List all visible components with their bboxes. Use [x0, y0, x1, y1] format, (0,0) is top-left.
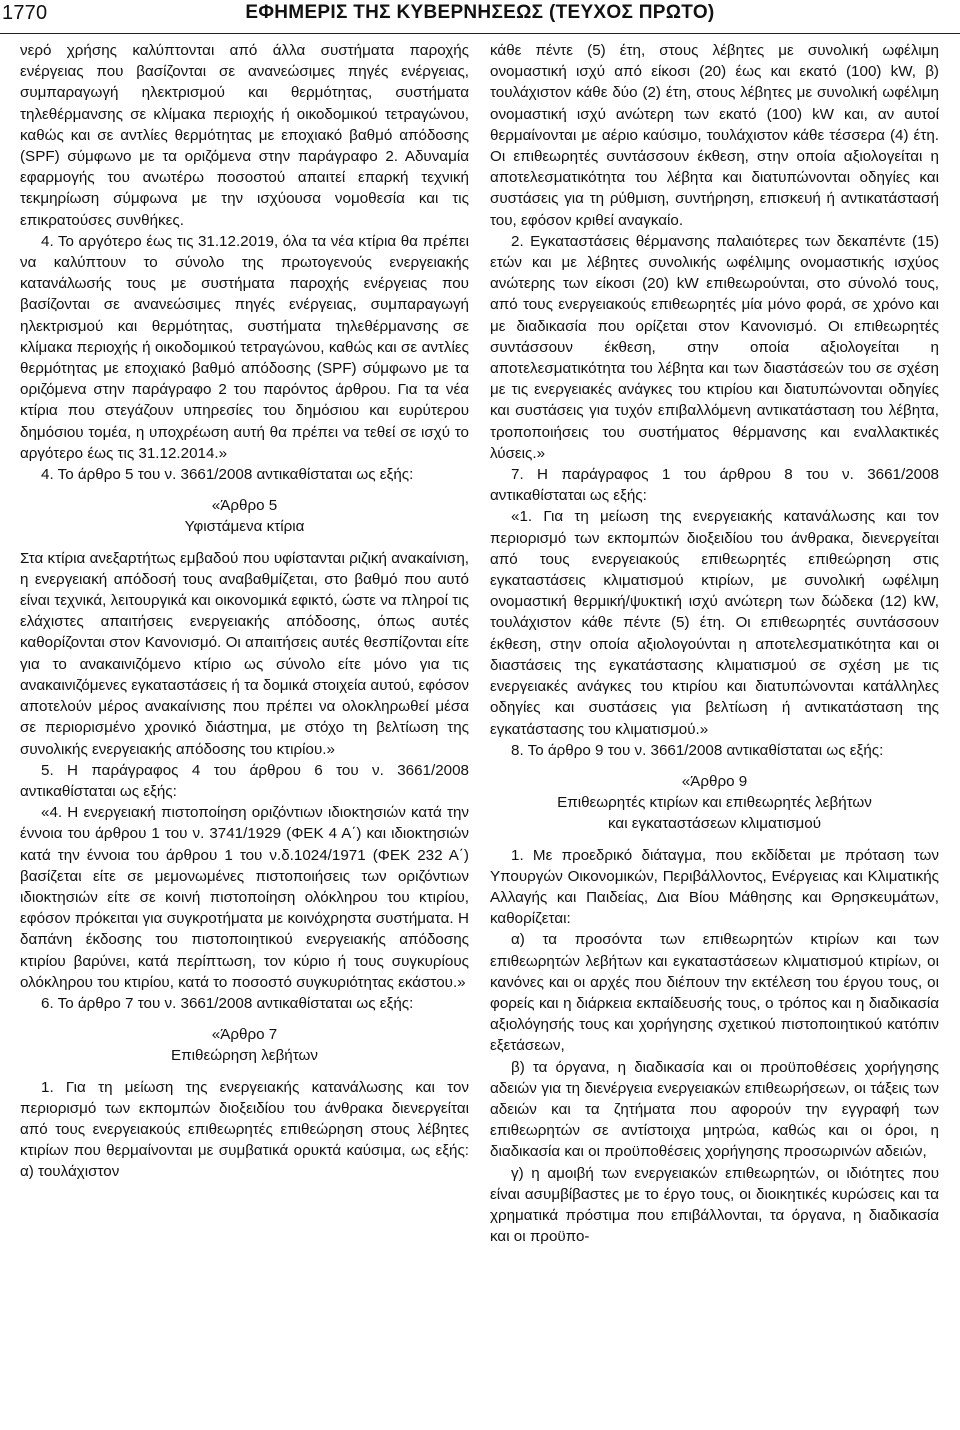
article-7-subtitle: Επιθεώρηση λεβήτων — [171, 1047, 318, 1065]
paragraph: β) τα όργανα, η διαδικασία και οι προϋποθέσεις χορήγησης αδειών για τη διενέργεια ενεργειακών επιθεωρήσεων, οι τάξεις των αδειών και τα ζητήματα που αφορούν την εγγραφή των επιθεωρητών σε αντίστοιχα μητρώα, καθώς και οι όροι, η διαδικασία και οι προϋποθέσεις χορήγησης προσωρινών αδειών, — [490, 1058, 939, 1161]
page-header — [0, 0, 960, 28]
paragraph: νερό χρήσης καλύπτονται από άλλα συστήματα παροχής ενέργειας που βασίζονται σε ανανεώσιμες πηγές ενέργειας, συμπαραγωγή ηλεκτρισμού και θερμότητας, συστήματα τηλεθέρμανσης σε κλίμακα περιοχής ή οικοδομικού τετραγώνου, καθώς και σε αντλίες θερμότητας με εποχιακό βαθμό απόδοσης (SPF) σύμφωνο με τα οριζόμενα στην παράγραφο 2. Αδυναμία εφαρμογής του ανωτέρω ποσοστού απαιτεί επαρκή τεχνική τεκμηρίωση σύμφωνα με την ισχύουσα νομοθεσία και τις επικρατούσες συνθήκες. — [20, 42, 469, 229]
paragraph: 2. Εγκαταστάσεις θέρμανσης παλαιότερες των δεκαπέντε (15) ετών και με λέβητες συνολικής ωφέλιμης ονομαστικής ισχύος ανώτερης των είκοσι (20) kW επιθεωρούνται, στο σύνολό τους, από τους ενεργειακούς επιθεωρητές μία μόνο φορά, σε χρόνο και με διαδικασία που ορίζεται στον Κανονισμό. Οι επιθεωρητές συντάσσουν έκθεση, στην οποία αξιολογείται η αποτελεσματικότητα του λέβητα και των διαστάσεών του σε σχέση με τις ενεργειακές ανάγκες του κτιρίου και διατυπώνονται οδηγίες και συστάσεις για τυχόν επιβαλλόμενη αντικατάσταση του λέβητα, τροποποιήσεις του συστήματος θέρμανσης και εναλλακτικές λύσεις.» — [490, 232, 939, 462]
paragraph: 8. Το άρθρο 9 του ν. 3661/2008 αντικαθίσταται ως εξής: — [511, 741, 884, 759]
paragraph: 4. Το αργότερο έως τις 31.12.2019, όλα τα νέα κτίρια θα πρέπει να καλύπτουν το σύνολο της πρωτογενούς ενεργειακής κατανάλωσής τους με συστήματα παροχής ενέργειας που βασίζονται σε ανανεώσιμες πηγές ενέργειας, συμπαραγωγή ηλεκτρισμού και θερμότητας, συστήματα τηλεθέρμανσης σε κλίμακα περιοχής ή οικοδομικού τετραγώνου, καθώς και σε αντλίες θερμότητας με εποχιακό βαθμό απόδοσης (SPF) σύμφωνο με τα οριζόμενα στην παράγραφο 2 του παρόντος άρθρου. Για τα νέα κτίρια που στεγάζουν υπηρεσίες του δημόσιου και ευρύτερου δημόσιου τομέα, η υποχρέωση αυτή θα πρέπει να τεθεί σε ισχύ το αργότερο έως τις 31.12.2014.» — [20, 232, 469, 462]
left-column — [20, 40, 469, 1183]
paragraph: 1. Για τη μείωση της ενεργειακής κατανάλωσης και τον περιορισμό των εκπομπών διοξειδίου του άνθρακα διενεργείται από τους ενεργειακούς επιθεωρητές επιθεώρηση στους λέβητες κτιρίων που θερμαίνονται με συμβατικά ορυκτά καύσιμα, ως εξής: α) τουλάχιστον — [20, 1078, 469, 1181]
paragraph: κάθε πέντε (5) έτη, στους λέβητες με συνολική ωφέλιμη ονομαστική ισχύ από είκοσι (20) έως και εκατό (100) kW, β) τουλάχιστον κάθε δύο (2) έτη, στους λέβητες με συνολική ωφέλιμη ονομαστική ισχύ ανώτερη των εκατό (100) kW και, αν αυτοί θερμαίνονται με αέριο καύσιμο, τουλάχιστον κάθε τέσσερα (4) έτη. Οι επιθεωρητές συντάσσουν έκθεση, στην οποία αξιολογείται η αποτελεσματικότητα του λέβητα και διατυπώνονται οδηγίες και συστάσεις για τη ρύθμιση, συντήρηση, επισκευή ή αντικατάστασή του, εφόσον κριθεί αναγκαίο. — [490, 42, 939, 229]
article-5-title: «Άρθρο 5 — [211, 497, 278, 515]
article-7-title: «Άρθρο 7 — [211, 1026, 278, 1044]
paragraph: «4. Η ενεργειακή πιστοποίηση οριζόντιων ιδιοκτησιών κατά την έννοια του άρθρου 1 του ν. 3741/1929 (ΦΕΚ 4 Α΄) και ιδιοκτησιών κατά την έννοια του άρθρου 1 του ν.δ.1024/1971 (ΦΕΚ 232 Α΄) βασίζεται είτε σε μεμονωμένες πιστοποιήσεις των οριζόντιων ιδιοκτησιών είτε σε κοινή πιστοποίηση ολόκληρου του κτιρίου, εφόσον πρόκειται για συγκροτήματα με κοινόχρηστα συστήματα. Η δαπάνη έκδοσης του πιστοποιητικού ενεργειακής απόδοσης κτιρίου βαρύνει, κατά περίπτωση, τον κύριο ή τους συγκυρίους ολόκληρου του κτιρίου, κατά το ποσοστό συγκυριότητας εκάστου.» — [20, 804, 469, 991]
article-5-subtitle: Υφιστάμενα κτίρια — [184, 518, 305, 536]
article-9-subtitle: Επιθεωρητές κτιρίων και επιθεωρητές λεβήτων — [557, 794, 872, 812]
paragraph: 5. Η παράγραφος 4 του άρθρου 6 του ν. 3661/2008 αντικαθίσταται ως εξής: — [20, 761, 469, 800]
right-column — [490, 40, 939, 1247]
article-9-title: «Άρθρο 9 — [681, 772, 748, 790]
paragraph: 7. Η παράγραφος 1 του άρθρου 8 του ν. 3661/2008 αντικαθίσταται ως εξής: — [490, 466, 939, 505]
page-number: 1770 — [2, 2, 48, 24]
gazette-title: ΕΦΗΜΕΡΙΣ ΤΗΣ ΚΥΒΕΡΝΗΣΕΩΣ (ΤΕΥΧΟΣ ΠΡΩΤΟ) — [245, 2, 715, 23]
paragraph: 4. Το άρθρο 5 του ν. 3661/2008 αντικαθίσταται ως εξής: — [41, 466, 414, 484]
paragraph: 6. Το άρθρο 7 του ν. 3661/2008 αντικαθίσταται ως εξής: — [41, 994, 414, 1012]
paragraph: γ) η αμοιβή των ενεργειακών επιθεωρητών, οι ιδιότητες που είναι ασυμβίβαστες με το έργο τους, οι διοικητικές κυρώσεις και τα χρηματικά πρόστιμα που επιβάλλονται, τα όργανα, η διαδικασία και οι προϋπο- — [490, 1164, 939, 1246]
paragraph: α) τα προσόντα των επιθεωρητών κτιρίων και των επιθεωρητών λεβήτων και εγκαταστάσεων κλιματισμού κτιρίων, οι κανόνες και οι αρχές που διέπουν την εκτέλεση του έργου τους, οι φορείς και η διάρκεια εκπαίδευσής τους, ο τρόπος και η διαδικασία αξιολόγησής τους και χορήγησης σχετικού πιστοποιητικού κατόπιν εξετάσεων, — [490, 931, 939, 1055]
paragraph: 1. Με προεδρικό διάταγμα, που εκδίδεται με πρόταση των Υπουργών Οικονομικών, Περιβάλλοντος, Ενέργειας και Κλιματικής Αλλαγής και Παιδείας, Δια Βίου Μάθησης και Θρησκευμάτων, καθορίζεται: — [490, 846, 939, 928]
paragraph: «1. Για τη μείωση της ενεργειακής κατανάλωσης και τον περιορισμό των εκπομπών διοξειδίου του άνθρακα, διενεργείται από τους ενεργειακούς επιθεωρητές επιθεώρηση στις εγκαταστάσεις κλιματισμού κτιρίων, με συνολική ωφέλιμη ονομαστική θερμική/ψυκτική ισχύ ανώτερη των δώδεκα (12) kW, τουλάχιστον κάθε πέντε (5) έτη. Οι επιθεωρητές συντάσσουν έκθεση, στην οποία αξιολογούνται η αποτελεσματικότητα και οι διαστάσεις της εγκατάστασης κλιματισμού σε σχέση με τις ενεργειακές ανάγκες του κτιρίου και διατυπώνονται κατάλληλες οδηγίες και συστάσεις για βελτίωση ή αντικατάσταση της εγκατάστασης του κλιματισμού.» — [490, 508, 939, 738]
header-divider — [0, 33, 960, 34]
paragraph: Στα κτίρια ανεξαρτήτως εμβαδού που υφίστανται ριζική ανακαίνιση, η ενεργειακή απόδοσή τους αναβαθμίζεται, στο βαθμό που αυτό είναι τεχνικά, λειτουργικά και οικονομικά εφικτό, ώστε να πληροί τις ελάχιστες απαιτήσεις ενεργειακής απόδοσης, όπως αυτές καθορίζονται στον Κανονισμό. Οι απαιτήσεις αυτές θεσπίζονται είτε για το ανακαινιζόμενο κτίριο ως σύνολο είτε μόνο για τις ανακαινιζόμενες εγκαταστάσεις ή τα δομικά στοιχεία αυτού, εφόσον αποτελούν μέρος ανακαίνισης που πρέπει να ολοκληρωθεί μέσα σε περιορισμένο χρονικό διάστημα, με στόχο τη βελτίωση της συνολικής ενεργειακής απόδοσης του κτιρίου.» — [20, 549, 469, 758]
article-9-subtitle: και εγκαταστάσεων κλιματισμού — [608, 815, 821, 833]
